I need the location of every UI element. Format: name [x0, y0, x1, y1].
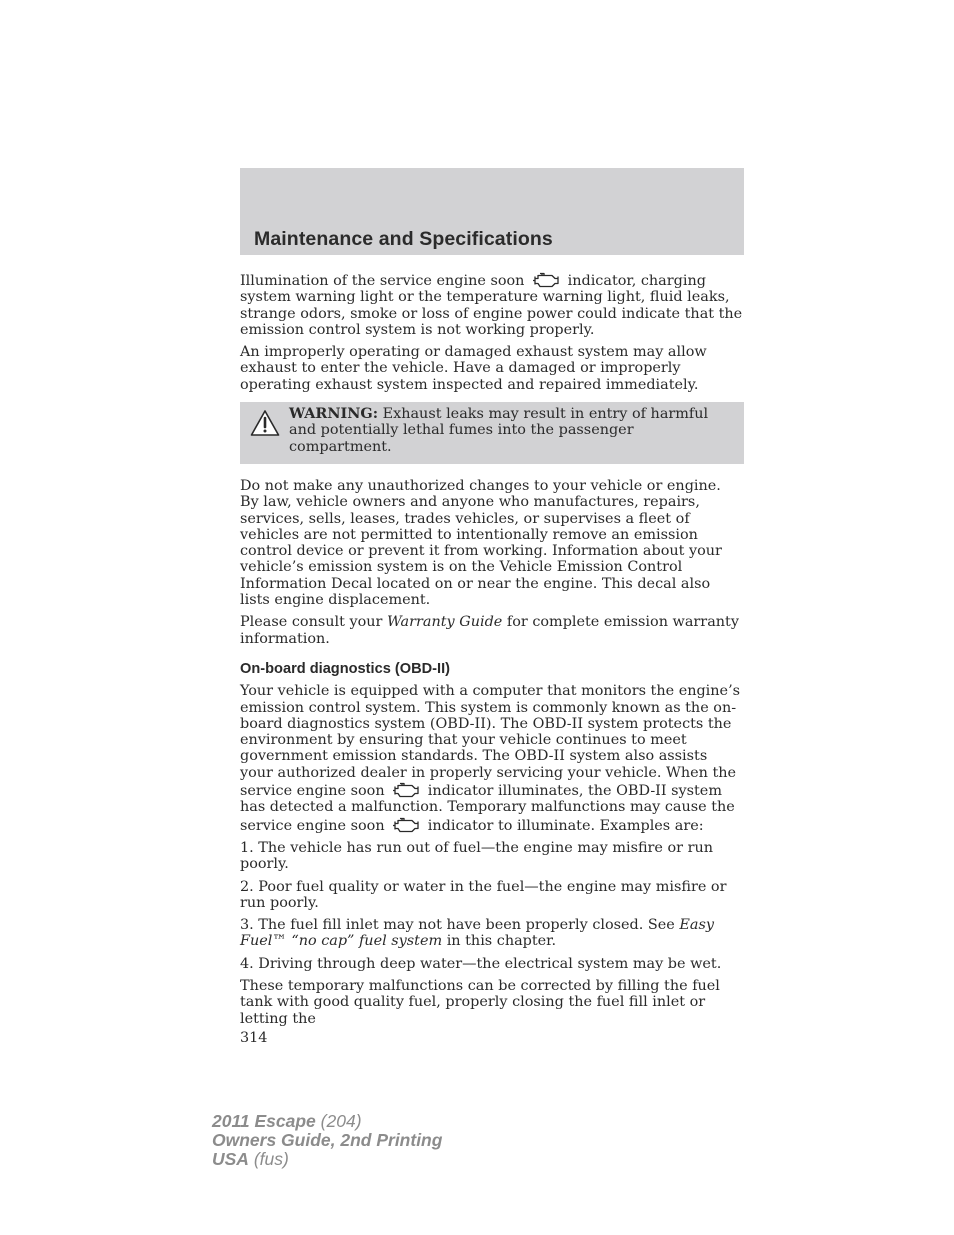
easy-fuel-reference: Easy Fuel™ “no cap” fuel system — [240, 917, 714, 950]
warranty-guide-reference: Warranty Guide — [386, 614, 503, 631]
check-engine-icon — [531, 271, 561, 289]
list-item-text: 3. The fuel fill inlet may not have been properly closed. See — [240, 917, 675, 934]
document-footer — [212, 1112, 442, 1169]
footer-model-line — [212, 1112, 442, 1131]
paragraph-unauthorized-changes: Do not make any unauthorized changes to your vehicle or engine. By law, vehicle owners and anyone who manufactures, repairs, services, sells, leases, trades vehicles, or supervises a fleet of vehicles are not permitted to intentionally remove an emission control device or prevent it from working. Information about your vehicle’s emission system is on the Vehicle Emission Control Information Decal located on or near the engine. This decal also lists engine displacement. — [240, 477, 722, 609]
section-title: Maintenance and Specifications — [254, 228, 553, 250]
list-item-text: in this chapter. — [446, 933, 557, 950]
paragraph-emission-indicators — [240, 271, 744, 338]
paragraph-warranty — [240, 614, 744, 647]
warning-message — [289, 406, 732, 455]
paragraph-text: Your vehicle is equipped with a computer that monitors the engine’s emission control system. This system is commonly known as the on-board diagnostics system (OBD-II). The OBD-II system protects the environment by ensuring that your vehicle continues to meet government emission standards. The OBD-II system also assists your authorized dealer in properly servicing your vehicle. When the service engine soon — [240, 683, 741, 800]
check-engine-icon — [391, 781, 421, 799]
paragraph-exhaust-system: An improperly operating or damaged exhaust system may allow exhaust to enter the vehicle. Have a damaged or improperly operating exhaust system inspected and repaired immediately. — [240, 344, 707, 393]
warning-box — [240, 402, 744, 464]
footer-guide-line — [212, 1131, 442, 1150]
warning-triangle-icon — [250, 409, 280, 437]
paragraph-text: indicator to illuminate. Examples are: — [427, 817, 704, 834]
paragraph-text: indicator illuminates, the OBD-II system has detected a malfunction. Temporary malfunctions may cause the service engine soon — [240, 783, 735, 834]
section-header-band — [240, 168, 744, 255]
subheading-obd: On-board diagnostics (OBD-II) — [240, 660, 450, 677]
footer-market-code: (fus) — [253, 1149, 289, 1169]
footer-guide: Owners Guide, 2nd Printing — [212, 1130, 443, 1150]
check-engine-icon — [391, 816, 421, 834]
list-item — [240, 917, 744, 950]
footer-model-code: (204) — [320, 1111, 362, 1131]
page-content — [240, 271, 744, 1046]
footer-market-line — [212, 1150, 442, 1169]
warning-body: Exhaust leaks may result in entry of harmful and potentially lethal fumes into the passenger compartment. — [289, 406, 709, 455]
page-number: 314 — [240, 1029, 268, 1046]
paragraph-obd-description — [240, 683, 744, 834]
warning-label: WARNING: — [289, 405, 379, 423]
paragraph-text: Illumination of the service engine soon — [240, 273, 525, 289]
paragraph-text: for complete emission warranty information. — [240, 614, 739, 647]
list-item: 1. The vehicle has run out of fuel—the engine may misfire or run poorly. — [240, 839, 714, 873]
list-item: 4. Driving through deep water—the electrical system may be wet. — [240, 955, 722, 972]
paragraph-temporary-malfunctions: These temporary malfunctions can be corrected by filling the fuel tank with good quality fuel, properly closing the fuel fill inlet or letting the — [240, 977, 720, 1027]
footer-model: 2011 Escape — [212, 1111, 316, 1131]
paragraph-text: Please consult your — [240, 614, 383, 631]
list-item: 2. Poor fuel quality or water in the fuel—the engine may misfire or run poorly. — [240, 878, 727, 911]
paragraph-text: indicator, charging system warning light or the temperature warning light, fluid leaks, strange odors, smoke or loss of engine power could indicate that the emission control system is not working properly. — [240, 273, 743, 338]
footer-market: USA — [212, 1149, 249, 1169]
